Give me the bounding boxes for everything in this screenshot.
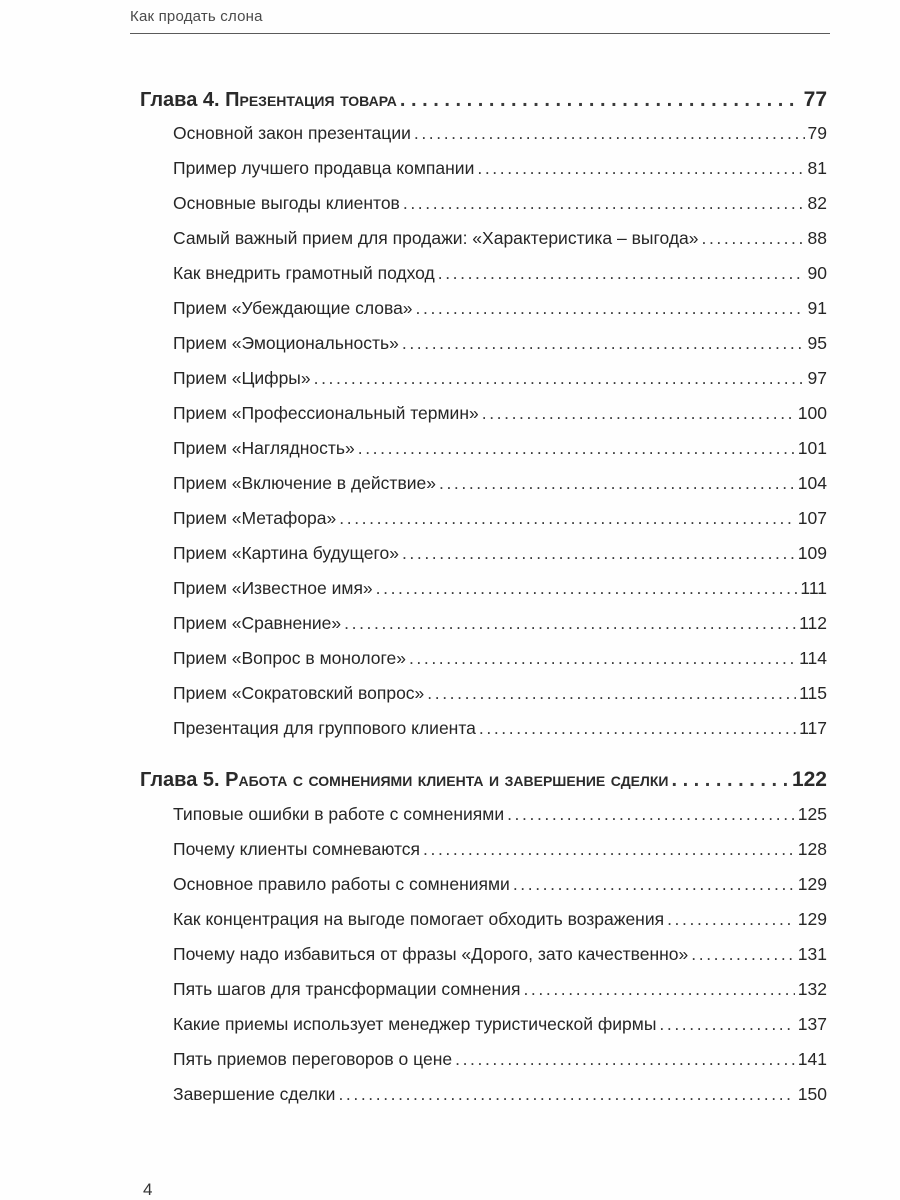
section-title: Прием «Известное имя» xyxy=(173,578,373,598)
section-title: Прием «Профессиональный термин» xyxy=(173,403,479,423)
dot-leader xyxy=(414,123,805,144)
chapter-label: Глава 5. xyxy=(140,769,220,791)
section-entry[interactable] xyxy=(173,438,827,459)
dot-leader xyxy=(477,158,804,179)
section-entry[interactable] xyxy=(173,263,827,284)
section-title: Типовые ошибки в работе с сомнениями xyxy=(173,804,505,824)
section-page-number: 114 xyxy=(799,648,827,668)
section-page-number: 137 xyxy=(797,1014,827,1034)
chapter-entry[interactable] xyxy=(140,768,827,792)
section-entry[interactable] xyxy=(173,1049,827,1070)
section-entry[interactable] xyxy=(173,613,827,634)
header-rule xyxy=(130,33,830,34)
dot-leader xyxy=(455,1049,795,1070)
chapter-name: Работа с сомнениями клиента и завершение сделки xyxy=(225,769,669,791)
dot-leader xyxy=(376,578,798,599)
dot-leader xyxy=(314,368,805,389)
dot-leader xyxy=(338,1084,794,1105)
dot-leader xyxy=(427,683,796,704)
section-title: Почему надо избавиться от фразы «Дорого, зато качественно» xyxy=(173,944,689,964)
dot-leader xyxy=(416,298,805,319)
section-page-number: 90 xyxy=(807,263,827,283)
section-title: Прием «Вопрос в монологе» xyxy=(173,648,406,668)
section-entry[interactable] xyxy=(173,1084,827,1105)
section-title: Завершение сделки xyxy=(173,1084,336,1104)
dot-leader xyxy=(513,874,795,895)
section-title: Прием «Наглядность» xyxy=(173,438,355,458)
dot-leader xyxy=(423,839,795,860)
section-title: Самый важный прием для продажи: «Характеристика – выгода» xyxy=(173,228,699,248)
chapter-name: Презентация товара xyxy=(225,89,397,111)
section-page-number: 141 xyxy=(797,1049,827,1069)
section-page-number: 128 xyxy=(797,839,827,859)
section-title: Как концентрация на выгоде помогает обходить возражения xyxy=(173,909,665,929)
section-title: Основные выгоды клиентов xyxy=(173,193,400,213)
section-page-number: 101 xyxy=(797,438,827,458)
section-entry[interactable] xyxy=(173,804,827,825)
section-entry[interactable] xyxy=(173,228,827,249)
section-page-number: 115 xyxy=(799,683,827,703)
dot-leader xyxy=(402,543,795,564)
section-entry[interactable] xyxy=(173,1014,827,1035)
section-page-number: 117 xyxy=(799,718,827,738)
dot-leader xyxy=(691,944,795,965)
section-entry[interactable] xyxy=(173,839,827,860)
chapter-label: Глава 4. xyxy=(140,89,220,111)
section-title: Основной закон презентации xyxy=(173,123,411,143)
section-page-number: 131 xyxy=(797,944,827,964)
chapter-page-number: 122 xyxy=(791,768,827,791)
section-page-number: 150 xyxy=(797,1084,827,1104)
section-entry[interactable] xyxy=(173,298,827,319)
section-entry[interactable] xyxy=(173,683,827,704)
dot-leader xyxy=(439,473,795,494)
section-page-number: 100 xyxy=(797,403,827,423)
running-head: Как продать слона xyxy=(130,8,263,25)
section-page-number: 97 xyxy=(807,368,827,388)
section-page-number: 111 xyxy=(800,578,827,598)
dot-leader xyxy=(344,613,796,634)
section-title: Прием «Метафора» xyxy=(173,508,337,528)
section-page-number: 104 xyxy=(797,473,827,493)
section-entry[interactable] xyxy=(173,648,827,669)
dot-leader xyxy=(403,193,805,214)
section-entry[interactable] xyxy=(173,368,827,389)
section-title: Какие приемы использует менеджер туристической фирмы xyxy=(173,1014,657,1034)
section-entry[interactable] xyxy=(173,979,827,1000)
section-title: Пять шагов для трансформации сомнения xyxy=(173,979,521,999)
section-entry[interactable] xyxy=(173,578,827,599)
dot-leader xyxy=(479,718,796,739)
section-title: Основное правило работы с сомнениями xyxy=(173,874,510,894)
chapter-title xyxy=(140,769,668,792)
section-title: Прием «Сравнение» xyxy=(173,613,342,633)
section-title: Прием «Сократовский вопрос» xyxy=(173,683,425,703)
dot-leader xyxy=(409,648,796,669)
section-page-number: 95 xyxy=(807,333,827,353)
dot-leader xyxy=(482,403,795,424)
section-entry[interactable] xyxy=(173,473,827,494)
section-title: Прием «Эмоциональность» xyxy=(173,333,399,353)
dot-leader xyxy=(659,1014,794,1035)
section-title: Почему клиенты сомневаются xyxy=(173,839,421,859)
section-page-number: 132 xyxy=(797,979,827,999)
section-entry[interactable] xyxy=(173,718,827,739)
section-page-number: 129 xyxy=(797,874,827,894)
section-page-number: 112 xyxy=(799,613,827,633)
section-page-number: 107 xyxy=(797,508,827,528)
section-entry[interactable] xyxy=(173,944,827,965)
section-title: Прием «Включение в действие» xyxy=(173,473,436,493)
section-page-number: 109 xyxy=(797,543,827,563)
dot-leader xyxy=(402,333,805,354)
dot-leader xyxy=(400,89,801,112)
dot-leader xyxy=(358,438,795,459)
section-page-number: 91 xyxy=(807,298,827,318)
section-entry[interactable] xyxy=(173,508,827,529)
section-title: Презентация для группового клиента xyxy=(173,718,476,738)
section-entry[interactable] xyxy=(173,543,827,564)
dot-leader xyxy=(339,508,795,529)
section-title: Прием «Цифры» xyxy=(173,368,311,388)
section-title: Пять приемов переговоров о цене xyxy=(173,1049,453,1069)
chapter-page-number: 77 xyxy=(803,88,827,111)
section-entry[interactable] xyxy=(173,123,827,144)
section-title: Пример лучшего продавца компании xyxy=(173,158,475,178)
section-page-number: 125 xyxy=(797,804,827,824)
chapter-title xyxy=(140,89,397,112)
section-entry[interactable] xyxy=(173,193,827,214)
dot-leader xyxy=(438,263,805,284)
section-entry[interactable] xyxy=(173,874,827,895)
section-entry[interactable] xyxy=(173,909,827,930)
dot-leader xyxy=(702,228,805,249)
page-number: 4 xyxy=(143,1180,153,1199)
dot-leader xyxy=(523,979,794,1000)
dot-leader xyxy=(667,909,795,930)
section-page-number: 88 xyxy=(807,228,827,248)
section-page-number: 79 xyxy=(807,123,827,143)
section-page-number: 129 xyxy=(797,909,827,929)
section-title: Как внедрить грамотный подход xyxy=(173,263,435,283)
section-entry[interactable] xyxy=(173,158,827,179)
section-title: Прием «Убеждающие слова» xyxy=(173,298,413,318)
section-title: Прием «Картина будущего» xyxy=(173,543,399,563)
section-entry[interactable] xyxy=(173,333,827,354)
section-page-number: 81 xyxy=(807,158,827,178)
chapter-entry[interactable] xyxy=(140,88,827,112)
section-page-number: 82 xyxy=(807,193,827,213)
dot-leader xyxy=(671,769,789,792)
section-entry[interactable] xyxy=(173,403,827,424)
dot-leader xyxy=(507,804,795,825)
